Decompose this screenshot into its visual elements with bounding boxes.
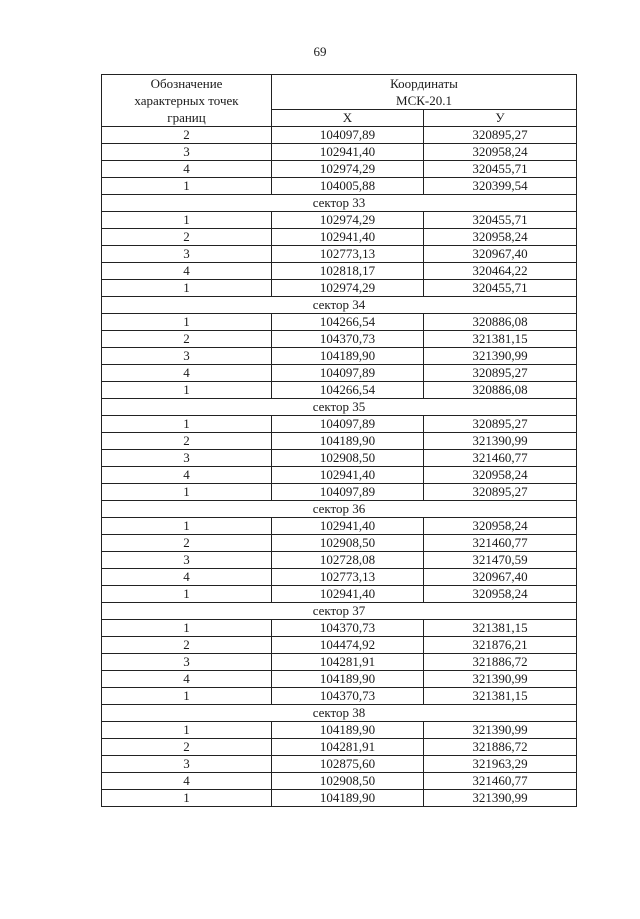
- y-cell: 320886,08: [424, 382, 577, 399]
- table-row: [102, 280, 577, 297]
- page-number: 69: [313, 44, 327, 59]
- y-cell: 320958,24: [424, 467, 577, 484]
- table-row: [102, 620, 577, 637]
- y-cell: 321390,99: [424, 790, 577, 807]
- point-cell: 2: [102, 739, 272, 756]
- point-cell: 1: [102, 178, 272, 195]
- point-cell: 1: [102, 382, 272, 399]
- table-row: [102, 416, 577, 433]
- table-row: [102, 552, 577, 569]
- x-cell: 104097,89: [272, 484, 424, 501]
- table-row: [102, 773, 577, 790]
- point-cell: 1: [102, 314, 272, 331]
- table-row: [102, 229, 577, 246]
- section-row: [102, 399, 577, 416]
- y-cell: 321390,99: [424, 722, 577, 739]
- point-cell: 1: [102, 484, 272, 501]
- table-row: [102, 637, 577, 654]
- y-cell: 320958,24: [424, 586, 577, 603]
- y-cell: 321460,77: [424, 773, 577, 790]
- x-cell: 104266,54: [272, 314, 424, 331]
- header-y: У: [424, 110, 577, 127]
- point-cell: 3: [102, 756, 272, 773]
- point-cell: 3: [102, 246, 272, 263]
- header-points-line: характерных точек: [134, 93, 239, 108]
- x-cell: 102773,13: [272, 246, 424, 263]
- coordinates-table: [101, 74, 577, 807]
- y-cell: 321390,99: [424, 348, 577, 365]
- y-cell: 320967,40: [424, 569, 577, 586]
- table-row: [102, 484, 577, 501]
- table-row: [102, 161, 577, 178]
- section-label: сектор 34: [102, 297, 577, 314]
- section-row: [102, 705, 577, 722]
- point-cell: 2: [102, 535, 272, 552]
- x-cell: 104097,89: [272, 365, 424, 382]
- y-cell: 321460,77: [424, 535, 577, 552]
- point-cell: 4: [102, 569, 272, 586]
- x-cell: 104281,91: [272, 739, 424, 756]
- table-row: [102, 263, 577, 280]
- y-cell: 320958,24: [424, 518, 577, 535]
- table-header: [102, 75, 577, 127]
- table-row: [102, 654, 577, 671]
- header-coordinates: [272, 75, 577, 110]
- x-cell: 104370,73: [272, 688, 424, 705]
- y-cell: 320455,71: [424, 161, 577, 178]
- table-row: [102, 450, 577, 467]
- point-cell: 2: [102, 229, 272, 246]
- y-cell: 320958,24: [424, 144, 577, 161]
- section-label: сектор 36: [102, 501, 577, 518]
- table-row: [102, 671, 577, 688]
- y-cell: 320464,22: [424, 263, 577, 280]
- x-cell: 104370,73: [272, 331, 424, 348]
- section-row: [102, 501, 577, 518]
- x-cell: 104370,73: [272, 620, 424, 637]
- y-cell: 321886,72: [424, 654, 577, 671]
- point-cell: 2: [102, 127, 272, 144]
- point-cell: 3: [102, 348, 272, 365]
- point-cell: 3: [102, 552, 272, 569]
- point-cell: 1: [102, 722, 272, 739]
- point-cell: 1: [102, 688, 272, 705]
- x-cell: 102908,50: [272, 535, 424, 552]
- point-cell: 2: [102, 331, 272, 348]
- section-label: сектор 38: [102, 705, 577, 722]
- point-cell: 2: [102, 433, 272, 450]
- table-row: [102, 365, 577, 382]
- x-cell: 102818,17: [272, 263, 424, 280]
- x-cell: 104266,54: [272, 382, 424, 399]
- section-label: сектор 33: [102, 195, 577, 212]
- y-cell: 320958,24: [424, 229, 577, 246]
- table-row: [102, 433, 577, 450]
- point-cell: 1: [102, 620, 272, 637]
- table-body: [102, 127, 577, 807]
- x-cell: 102974,29: [272, 212, 424, 229]
- section-label: сектор 37: [102, 603, 577, 620]
- point-cell: 4: [102, 467, 272, 484]
- y-cell: 321886,72: [424, 739, 577, 756]
- x-cell: 102974,29: [272, 280, 424, 297]
- y-cell: 320886,08: [424, 314, 577, 331]
- table-row: [102, 467, 577, 484]
- section-row: [102, 603, 577, 620]
- y-cell: 320895,27: [424, 416, 577, 433]
- y-cell: 321381,15: [424, 688, 577, 705]
- y-cell: 320967,40: [424, 246, 577, 263]
- point-cell: 4: [102, 773, 272, 790]
- table-row: [102, 722, 577, 739]
- x-cell: 102941,40: [272, 144, 424, 161]
- table-row: [102, 756, 577, 773]
- table-row: [102, 314, 577, 331]
- table-row: [102, 144, 577, 161]
- point-cell: 4: [102, 161, 272, 178]
- point-cell: 3: [102, 144, 272, 161]
- x-cell: 104189,90: [272, 722, 424, 739]
- table-row: [102, 178, 577, 195]
- y-cell: 321390,99: [424, 433, 577, 450]
- y-cell: 321963,29: [424, 756, 577, 773]
- y-cell: 320895,27: [424, 127, 577, 144]
- point-cell: 3: [102, 654, 272, 671]
- table-row: [102, 586, 577, 603]
- x-cell: 104474,92: [272, 637, 424, 654]
- y-cell: 320399,54: [424, 178, 577, 195]
- x-cell: 102941,40: [272, 518, 424, 535]
- header-points-line: границ: [167, 110, 206, 125]
- x-cell: 102908,50: [272, 450, 424, 467]
- x-cell: 102728,08: [272, 552, 424, 569]
- x-cell: 104189,90: [272, 433, 424, 450]
- x-cell: 104005,88: [272, 178, 424, 195]
- y-cell: 320455,71: [424, 212, 577, 229]
- point-cell: 1: [102, 280, 272, 297]
- y-cell: 321470,59: [424, 552, 577, 569]
- y-cell: 320895,27: [424, 365, 577, 382]
- section-label: сектор 35: [102, 399, 577, 416]
- x-cell: 102773,13: [272, 569, 424, 586]
- point-cell: 1: [102, 518, 272, 535]
- table-row: [102, 212, 577, 229]
- y-cell: 321876,21: [424, 637, 577, 654]
- table-row: [102, 348, 577, 365]
- header-points-line: Обозначение: [150, 76, 223, 91]
- point-cell: 2: [102, 637, 272, 654]
- x-cell: 102875,60: [272, 756, 424, 773]
- point-cell: 4: [102, 671, 272, 688]
- y-cell: 320455,71: [424, 280, 577, 297]
- header-points: [102, 75, 272, 127]
- x-cell: 102974,29: [272, 161, 424, 178]
- table-row: [102, 569, 577, 586]
- point-cell: 3: [102, 450, 272, 467]
- y-cell: 321381,15: [424, 620, 577, 637]
- y-cell: 321460,77: [424, 450, 577, 467]
- table-row: [102, 127, 577, 144]
- table-row: [102, 518, 577, 535]
- point-cell: 1: [102, 790, 272, 807]
- table-row: [102, 535, 577, 552]
- table-row: [102, 331, 577, 348]
- x-cell: 102941,40: [272, 586, 424, 603]
- table-row: [102, 246, 577, 263]
- header-coordinates-line: Координаты: [390, 76, 458, 91]
- x-cell: 102908,50: [272, 773, 424, 790]
- table-row: [102, 790, 577, 807]
- point-cell: 4: [102, 365, 272, 382]
- x-cell: 102941,40: [272, 467, 424, 484]
- point-cell: 1: [102, 212, 272, 229]
- point-cell: 1: [102, 586, 272, 603]
- x-cell: 104189,90: [272, 348, 424, 365]
- section-row: [102, 195, 577, 212]
- y-cell: 320895,27: [424, 484, 577, 501]
- table-row: [102, 382, 577, 399]
- x-cell: 104097,89: [272, 416, 424, 433]
- header-x: X: [272, 110, 424, 127]
- section-row: [102, 297, 577, 314]
- header-coordinates-line: МСК-20.1: [396, 93, 452, 108]
- x-cell: 104189,90: [272, 671, 424, 688]
- x-cell: 104189,90: [272, 790, 424, 807]
- point-cell: 4: [102, 263, 272, 280]
- y-cell: 321381,15: [424, 331, 577, 348]
- x-cell: 102941,40: [272, 229, 424, 246]
- table-row: [102, 688, 577, 705]
- point-cell: 1: [102, 416, 272, 433]
- table-row: [102, 739, 577, 756]
- y-cell: 321390,99: [424, 671, 577, 688]
- x-cell: 104097,89: [272, 127, 424, 144]
- x-cell: 104281,91: [272, 654, 424, 671]
